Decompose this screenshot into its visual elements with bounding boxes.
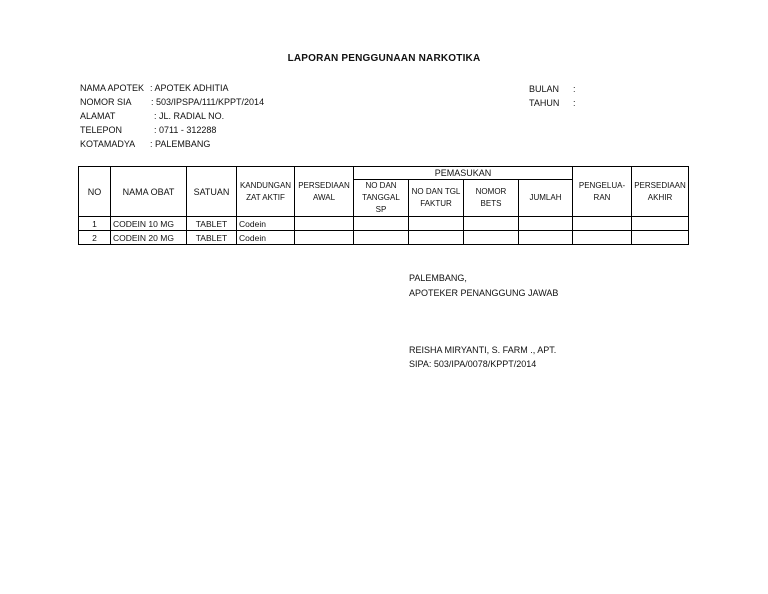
cell-satuan: TABLET <box>187 231 237 245</box>
cell-empty <box>632 217 689 231</box>
cell-empty <box>519 217 573 231</box>
info-label: ALAMAT <box>80 111 116 121</box>
header-nama-obat: NAMA OBAT <box>111 167 187 217</box>
cell-empty <box>464 231 519 245</box>
cell-kandungan: Codein <box>237 231 295 245</box>
info-value: : <box>573 98 576 108</box>
header-nomor-bets: NOMOR BETS <box>464 180 519 217</box>
cell-no: 1 <box>79 217 111 231</box>
cell-empty <box>295 231 354 245</box>
cell-empty <box>519 231 573 245</box>
info-label: BULAN <box>529 84 560 94</box>
header-pengeluaran: PENGELUA- RAN <box>573 167 632 217</box>
info-value: : JL. RADIAL NO. <box>154 111 225 121</box>
report-table <box>78 166 689 245</box>
info-value: : 0711 - 312288 <box>154 125 217 135</box>
table-row <box>79 217 689 231</box>
table-row <box>79 231 689 245</box>
info-label: NOMOR SIA <box>80 97 132 107</box>
cell-empty <box>464 217 519 231</box>
signature-role: APOTEKER PENANGGUNG JAWAB <box>409 288 559 298</box>
header-jumlah: JUMLAH <box>519 180 573 217</box>
cell-empty <box>573 217 632 231</box>
header-persediaan-awal: PERSEDIAAN AWAL <box>295 167 354 217</box>
cell-empty <box>409 231 464 245</box>
cell-empty <box>409 217 464 231</box>
header-persediaan-akhir: PERSEDIAAN AKHIR <box>632 167 689 217</box>
info-value: : 503/IPSPA/111/KPPT/2014 <box>151 97 265 107</box>
signature-sipa: SIPA: 503/IPA/0078/KPPT/2014 <box>409 359 537 369</box>
cell-empty <box>573 231 632 245</box>
header-kandungan-zat-aktif: KANDUNGAN ZAT AKTIF <box>237 167 295 217</box>
cell-empty <box>632 231 689 245</box>
info-value: : PALEMBANG <box>150 139 211 149</box>
header-satuan: SATUAN <box>187 167 237 217</box>
cell-nama-obat: CODEIN 10 MG <box>111 217 187 231</box>
cell-satuan: TABLET <box>187 217 237 231</box>
info-label: KOTAMADYA <box>80 139 136 149</box>
info-label: TELEPON <box>80 125 123 135</box>
header-no-tanggal-sp: NO DAN TANGGAL SP <box>354 180 409 217</box>
cell-empty <box>295 217 354 231</box>
signature-place: PALEMBANG, <box>409 273 467 283</box>
header-pemasukan: PEMASUKAN <box>354 167 573 180</box>
cell-nama-obat: CODEIN 20 MG <box>111 231 187 245</box>
info-label: NAMA APOTEK <box>80 83 145 93</box>
cell-empty <box>354 231 409 245</box>
cell-kandungan: Codein <box>237 217 295 231</box>
cell-empty <box>354 217 409 231</box>
report-title: LAPORAN PENGGUNAAN NARKOTIKA <box>287 53 481 64</box>
info-value: : APOTEK ADHITIA <box>150 83 229 93</box>
signature-name: REISHA MIRYANTI, S. FARM ., APT. <box>409 345 557 355</box>
header-no: NO <box>79 167 111 217</box>
cell-no: 2 <box>79 231 111 245</box>
info-label: TAHUN <box>529 98 560 108</box>
info-value: : <box>573 84 576 94</box>
header-no-tgl-faktur: NO DAN TGL FAKTUR <box>409 180 464 217</box>
